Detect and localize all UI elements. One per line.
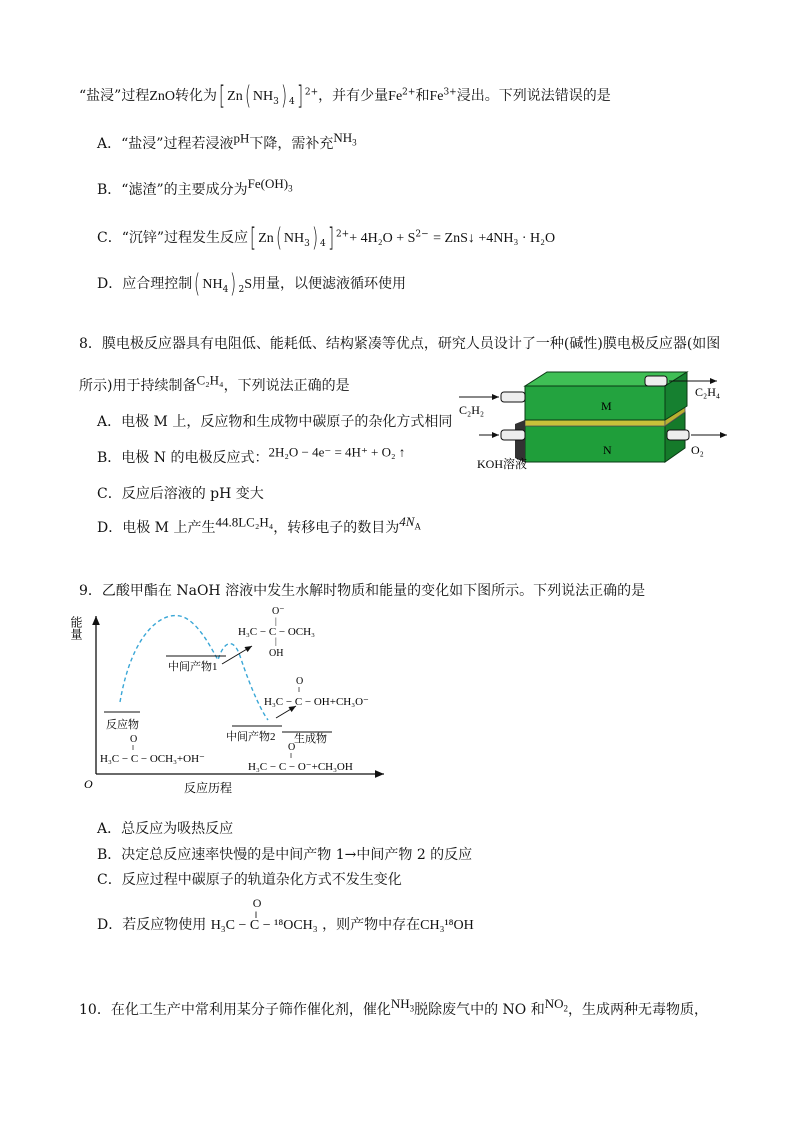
electrode-m-block: [525, 386, 665, 420]
product-label: 生成物: [294, 733, 327, 745]
y-axis-label: 能量: [69, 616, 83, 640]
q8-option-d: D．电极 M 上产生$^{44.8LC_2H_4}$，转移电子的数目为$^{4N_A}$: [97, 514, 421, 536]
intermediate2-structure: H₃C − C − OH+CH₃O⁻: [264, 696, 369, 708]
energy-diagram: [69, 602, 416, 800]
svg-text:‖: ‖: [290, 752, 292, 760]
q7-option-a: A．“盐浸”过程若浸液$^{pH}$下降，需补充$^{NH_3}$: [97, 130, 357, 152]
reactor-diagram: [455, 366, 735, 476]
q7-option-c: C．“沉锌”过程发生反应[ Zn( $NH_3$) $_4$] $^{2+}+ 4H_2O + S^{2-}$ = ZnS↓ +4NH₃ · H₂O: [97, 223, 556, 253]
intermediate2-label: 中间产物2: [226, 731, 276, 743]
q9-d-structure: O ‖ H₃C − C − ¹⁸OCH₃: [210, 896, 318, 933]
svg-text:‖: ‖: [132, 744, 134, 752]
svg-text:O: O: [296, 676, 304, 687]
x-axis-label: 反应历程: [184, 781, 233, 795]
q9-option-a: A．总反应为吸热反应: [97, 821, 234, 837]
intermediate1-structure: H₃C − C − OCH₃: [238, 626, 315, 638]
q9-option-b: B．决定总反应速率快慢的是中间产物 1→中间产物 2 的反应: [97, 847, 473, 863]
label-c2h2: C₂H₂: [459, 403, 485, 417]
q8-option-b: B．电极 N 的电极反应式：$^{2H_2O - 4e^- = 4H^+ + O_2 ↑}$: [97, 444, 406, 466]
q7-stem: “盐浸”过程ZnO转化为[ Zn( $NH_3$) $_4$] $^{2+}$，并有少量$Fe^{2+}$和$Fe^{3+}$浸出。下列说法错误的是: [79, 81, 611, 111]
q8-stem-line2: 所示)用于持续制备$^{C_2H_4}$，下列说法正确的是: [79, 372, 350, 394]
q8-option-c: C．反应后溶液的 pH 变大: [97, 486, 264, 502]
label-n: N: [603, 443, 612, 457]
q7-option-d: D．应合理控制( $NH_4$) $_2$S用量，以便滤液循环使用: [97, 269, 407, 299]
q9-option-c: C．反应过程中碳原子的轨道杂化方式不发生变化: [97, 872, 402, 888]
reactant-formula: H₃C − C − OCH₃+OH⁻: [100, 753, 205, 765]
svg-text:OH: OH: [269, 648, 284, 659]
electrode-n-block: [525, 426, 665, 462]
reactant-label: 反应物: [106, 719, 139, 731]
label-koh: KOH溶液: [477, 457, 527, 471]
q9-stem: 9．乙酸甲酯在 NaOH 溶液中发生水解时物质和能量的变化如下图所示。下列说法正确的是: [79, 583, 646, 599]
svg-text:|: |: [275, 636, 277, 646]
svg-text:O: O: [288, 742, 296, 753]
q10-stem: 10．在化工生产中常利用某分子筛作催化剂，催化$^{NH_3}$脱除废气中的 NO 和$^{NO_2}$，生成两种无毒物质，: [79, 996, 709, 1018]
q7-option-b: B．“滤渣”的主要成分为$^{Fe(OH)_3}$: [97, 176, 293, 198]
label-o2: O₂: [691, 443, 704, 457]
q8-option-a: A．电极 M 上，反应物和生成物中碳原子的杂化方式相同: [97, 414, 453, 430]
q9-option-d: D．若反应物使用 O ‖ H₃C − C − ¹⁸OCH₃ ，则产物中存在CH₃¹⁸OH: [97, 915, 474, 936]
q8-stem-line1: 8．膜电极反应器具有电阻低、能耗低、结构紧凑等优点，研究人员设计了一种(碱性)膜电极反应器(如图: [79, 336, 721, 352]
label-c2h4: C₂H₄: [695, 385, 721, 399]
origin-label: O: [84, 777, 93, 791]
product-formula: H₃C − C − O⁻+CH₃OH: [248, 761, 353, 773]
intermediate1-label: 中间产物1: [168, 661, 218, 673]
svg-text:O⁻: O⁻: [272, 606, 285, 617]
svg-text:‖: ‖: [298, 686, 300, 694]
svg-text:O: O: [130, 734, 138, 745]
svg-text:|: |: [275, 616, 277, 626]
label-m: M: [601, 399, 612, 413]
